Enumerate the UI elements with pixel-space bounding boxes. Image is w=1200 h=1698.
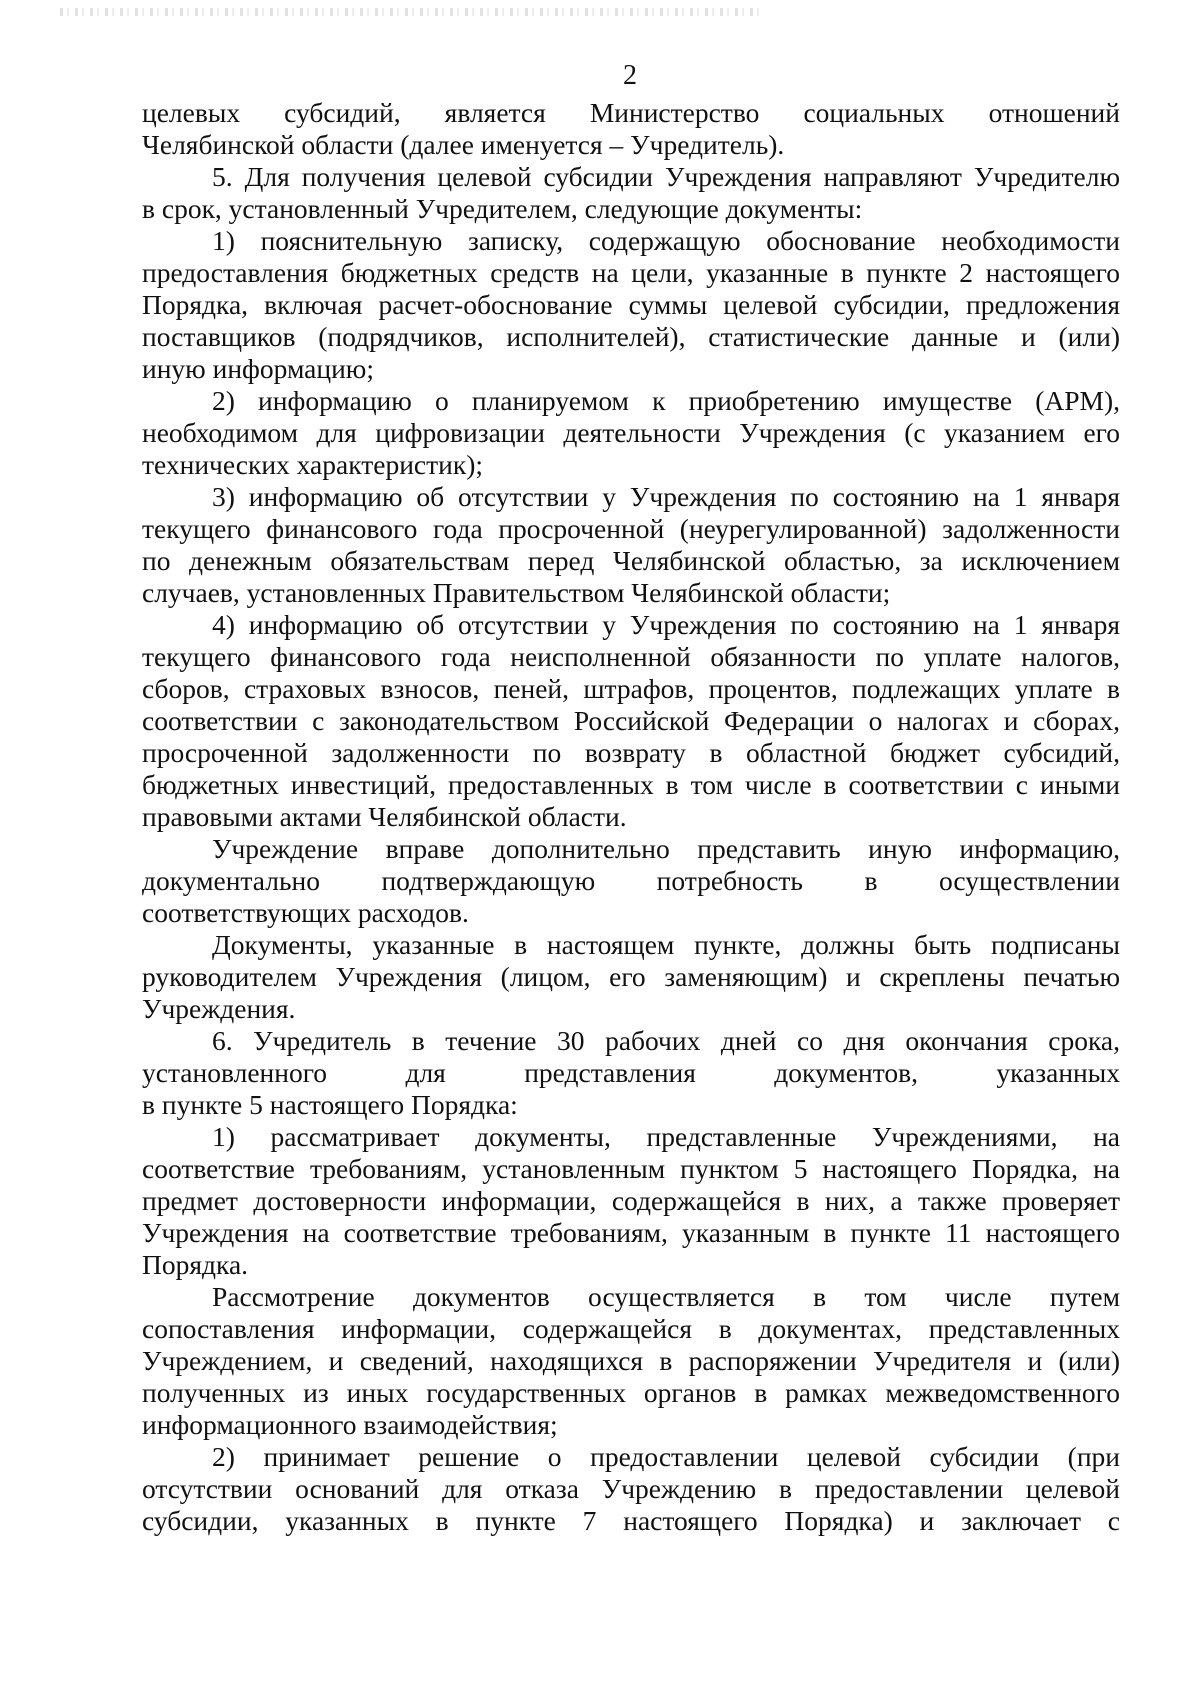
text-line: 2) принимает решение о предоставлении целевой субсидии (при — [212, 1441, 1120, 1472]
text-line: по денежным обязательствам перед Челябинской областью, за исключением — [142, 545, 1120, 576]
text-line: установленного для представления документов, указанных — [142, 1057, 1120, 1088]
text-line: соответствие требованиям, установленным пунктом 5 настоящего Порядка, на — [142, 1153, 1120, 1184]
text-line: в срок, установленный Учредителем, следующие документы: — [142, 193, 863, 224]
text-line: текущего финансового года неисполненной обязанности по уплате налогов, — [142, 641, 1120, 672]
text-line: бюджетных инвестиций, предоставленных в том числе в соответствии с иными — [142, 769, 1120, 800]
text-line: 3) информацию об отсутствии у Учреждения по состоянию на 1 января — [212, 481, 1120, 512]
text-line: целевых субсидий, является Министерство социальных отношений — [142, 97, 1120, 128]
text-line: соответствии с законодательством Российской Федерации о налогах и сборах, — [142, 705, 1120, 736]
text-line: предмет достоверности информации, содержащейся в них, а также проверяет — [142, 1185, 1120, 1216]
text-line: отсутствии оснований для отказа Учреждению в предоставлении целевой — [142, 1473, 1120, 1504]
text-line: сборов, страховых взносов, пеней, штрафов, процентов, подлежащих уплате в — [142, 673, 1120, 704]
text-line: просроченной задолженности по возврату в областной бюджет субсидий, — [142, 737, 1120, 768]
scan-artifact — [60, 8, 760, 16]
text-line: информационного взаимодействия; — [142, 1409, 558, 1440]
text-line: правовыми актами Челябинской области. — [142, 801, 627, 832]
text-line: текущего финансового года просроченной (неурегулированной) задолженности — [142, 513, 1120, 544]
text-line: соответствующих расходов. — [142, 897, 469, 928]
text-line: 5. Для получения целевой субсидии Учреждения направляют Учредителю — [212, 161, 1120, 192]
text-line: руководителем Учреждения (лицом, его заменяющим) и скреплены печатью — [142, 961, 1120, 992]
text-line: Порядка. — [142, 1249, 249, 1280]
text-line: 1) рассматривает документы, представленные Учреждениями, на — [212, 1121, 1120, 1152]
text-line: 4) информацию об отсутствии у Учреждения по состоянию на 1 января — [212, 609, 1120, 640]
text-line: Учреждение вправе дополнительно представить иную информацию, — [212, 833, 1120, 864]
page-number: 2 — [623, 60, 637, 91]
text-line: Порядка, включая расчет-обоснование суммы целевой субсидии, предложения — [142, 289, 1120, 320]
text-line: необходимом для цифровизации деятельности Учреждения (с указанием его — [142, 417, 1120, 448]
text-line: Челябинской области (далее именуется – Учредитель). — [142, 129, 785, 160]
text-line: сопоставления информации, содержащейся в документах, представленных — [142, 1313, 1120, 1344]
text-line: в пункте 5 настоящего Порядка: — [142, 1089, 518, 1120]
text-line: Рассмотрение документов осуществляется в том числе путем — [212, 1281, 1120, 1312]
text-line: предоставления бюджетных средств на цели, указанные в пункте 2 настоящего — [142, 257, 1120, 288]
text-line: Учреждения на соответствие требованиям, указанным в пункте 11 настоящего — [142, 1217, 1120, 1248]
text-line: полученных из иных государственных органов в рамках межведомственного — [142, 1377, 1120, 1408]
document-body — [142, 97, 1120, 1537]
text-line: Учреждения. — [142, 993, 296, 1024]
text-line: Учреждением, и сведений, находящихся в распоряжении Учредителя и (или) — [142, 1345, 1120, 1376]
text-line: Документы, указанные в настоящем пункте, должны быть подписаны — [212, 929, 1120, 960]
text-line: 2) информацию о планируемом к приобретению имуществе (АРМ), — [212, 385, 1120, 416]
text-line: технических характеристик); — [142, 449, 484, 480]
text-line: иную информацию; — [142, 353, 374, 384]
text-line: 6. Учредитель в течение 30 рабочих дней со дня окончания срока, — [212, 1025, 1120, 1056]
text-line: 1) пояснительную записку, содержащую обоснование необходимости — [212, 225, 1120, 256]
text-line: поставщиков (подрядчиков, исполнителей), статистические данные и (или) — [142, 321, 1120, 352]
document-text — [142, 97, 1120, 1537]
text-line: случаев, установленных Правительством Челябинской области; — [142, 577, 891, 608]
text-line: субсидии, указанных в пункте 7 настоящего Порядка) и заключает с — [142, 1505, 1120, 1536]
text-line: документально подтверждающую потребность в осуществлении — [142, 865, 1120, 896]
